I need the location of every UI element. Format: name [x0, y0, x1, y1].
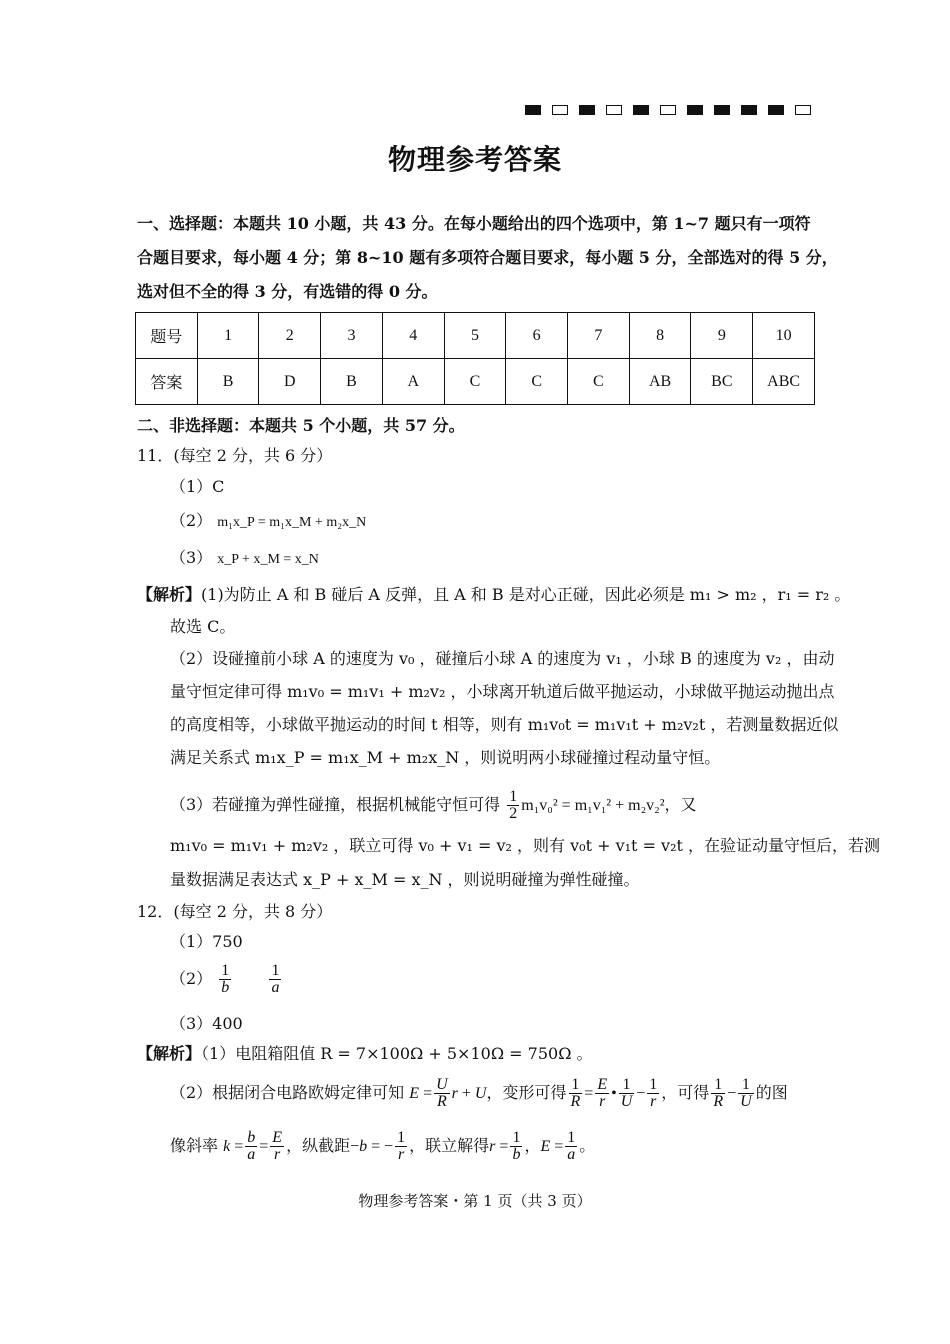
- section1-line3: 选对但不全的得 3 分，有选错的得 0 分。: [137, 282, 438, 301]
- filled-square-mark: [579, 105, 595, 115]
- table-cell: 5: [444, 313, 506, 359]
- q12-analysis-2b-tail: 。: [579, 1136, 596, 1155]
- page-footer: 物理参考答案・第 1 页（共 3 页）: [358, 1192, 592, 1210]
- table-cell: 4: [382, 313, 444, 359]
- q12-heading: 12．(每空 2 分，共 8 分）: [137, 902, 333, 921]
- page-title: 物理参考答案: [387, 143, 562, 176]
- fraction-1-over-b: $\frac{1}{b}$: [221, 962, 230, 996]
- filled-square-mark: [741, 105, 757, 115]
- table-cell: 7: [568, 313, 630, 359]
- table-row-answers: [136, 359, 815, 405]
- q12-analysis-1: [137, 1043, 817, 1065]
- q11-answer-1: （1）C: [170, 477, 225, 496]
- q11-answer-3-label: （3）: [170, 548, 213, 567]
- empty-square-mark: [660, 105, 676, 115]
- table-cell: AB: [629, 359, 691, 405]
- q12-answer-3: （3）400: [170, 1014, 243, 1033]
- q11-analysis-1b: 故选 C。: [170, 617, 236, 636]
- q11-answer-2-expr: m₁x_P = m₁x_M + m₂x_N: [217, 515, 367, 530]
- q11-answer-3-expr: x_P + x_M = x_N: [217, 552, 319, 567]
- filled-square-mark: [714, 105, 730, 115]
- table-cell: 8: [629, 313, 691, 359]
- q11-heading: 11．(每空 2 分，共 6 分）: [137, 446, 333, 465]
- table-header-number: 题号: [136, 313, 198, 359]
- table-cell: 1: [197, 313, 259, 359]
- table-cell: D: [259, 359, 321, 405]
- table-cell: 3: [321, 313, 383, 359]
- q11-analysis-3a: [170, 788, 815, 823]
- q11-answer-2-label: （2）: [170, 511, 213, 530]
- table-row-numbers: [136, 313, 815, 359]
- table-cell: 9: [691, 313, 753, 359]
- filled-square-mark: [687, 105, 703, 115]
- q11-analysis-1-text: (1)为防止 A 和 B 碰后 A 反弹，且 A 和 B 是对心正碰，因此必须是 m₁ > m₂ ，r₁ = r₂ 。: [201, 585, 851, 604]
- q11-analysis-3a-expr: m₁v₀² = m₁v₁² + m₂v₂²: [521, 797, 665, 814]
- section2-heading: 二、非选择题：本题共 5 个小题，共 57 分。: [137, 416, 465, 435]
- table-cell: C: [568, 359, 630, 405]
- filled-square-mark: [633, 105, 649, 115]
- q12-analysis-2b: 像斜率 k = $\frac{b}{a}$ = $\frac{E}{r}$ ，纵截距−b = − $\frac{1}{r}$ ，联立解得r = $\frac{1}{b}$ ，E = $\frac{1}{a}$ 。: [170, 1129, 596, 1163]
- header-marks: [525, 105, 811, 115]
- table-cell: B: [197, 359, 259, 405]
- table-cell: C: [506, 359, 568, 405]
- q12-answer-1: （1）750: [170, 932, 243, 951]
- analysis-label: 【解析】: [137, 1044, 202, 1063]
- table-cell: B: [321, 359, 383, 405]
- q11-analysis-3a-text: （3）若碰撞为弹性碰撞，根据机械能守恒可得: [170, 795, 501, 814]
- q11-analysis-2b: 量守恒定律可得 m₁v₀ = m₁v₁ + m₂v₂ ，小球离开轨道后做平抛运动，小球做平抛运动抛出点: [170, 682, 835, 701]
- q12-answer-2-label: （2）: [170, 969, 213, 988]
- section1-line2: 合题目要求，每小题 4 分；第 8~10 题有多项符合题目要求，每小题 5 分，全部选对的得 5 分，: [137, 248, 838, 267]
- table-header-answer: 答案: [136, 359, 198, 405]
- table-cell: BC: [691, 359, 753, 405]
- q12-analysis-2a: （2）根据闭合电路欧姆定律可知 E = $\frac{U}{R}$ r + U，变形可得 $\frac{1}{R}$ = $\frac{E}{r}$ • $\frac{1}{U}$ − $\frac{1}{r}$ ，可得 $\frac{1}{R}$ − $\frac{1}{U}$ 的图: [170, 1076, 788, 1110]
- q12-analysis-2a-tail: 的图: [755, 1083, 788, 1102]
- q12-analysis-2b-mid2: ，联立解得: [409, 1136, 490, 1155]
- table-cell: ABC: [753, 359, 815, 405]
- q12-analysis-2b-mid: ，纵截距: [286, 1136, 351, 1155]
- table-cell: 10: [753, 313, 815, 359]
- table-cell: C: [444, 359, 506, 405]
- q11-answer-3: [170, 547, 815, 571]
- table-cell: 6: [506, 313, 568, 359]
- q11-analysis-2d: 满足关系式 m₁x_P = m₁x_M + m₂x_N ，则说明两小球碰撞过程动量守恒。: [170, 748, 721, 767]
- q11-analysis-2c: 的高度相等，小球做平抛运动的时间 t 相等，则有 m₁v₀t = m₁v₁t + m₂v₂t ，若测量数据近似: [170, 715, 839, 734]
- q12-analysis-2a-mid2: ，可得: [661, 1083, 710, 1102]
- fraction-1-over-a: $\frac{1}{a}$: [271, 962, 280, 996]
- empty-square-mark: [606, 105, 622, 115]
- q11-answer-2: [170, 510, 815, 534]
- q11-analysis-1: [137, 584, 851, 606]
- q11-analysis-2a: （2）设碰撞前小球 A 的速度为 v₀ ，碰撞后小球 A 的速度为 v₁ ，小球 B 的速度为 v₂ ，由动: [170, 649, 835, 668]
- table-cell: A: [382, 359, 444, 405]
- section1-line1: 一、选择题：本题共 10 小题，共 43 分。在每小题给出的四个选项中，第 1~7 题只有一项符: [137, 214, 811, 233]
- q12-analysis-2b-head: 像斜率: [170, 1136, 219, 1155]
- analysis-label: 【解析】: [137, 585, 202, 604]
- q11-analysis-3c: 量数据满足表达式 x_P + x_M = x_N ，则说明碰撞为弹性碰撞。: [170, 870, 640, 889]
- q11-analysis-3b: m₁v₀ = m₁v₁ + m₂v₂ ，联立可得 v₀ + v₁ = v₂ ，则有 v₀t + v₁t = v₂t ，在验证动量守恒后，若测: [170, 836, 881, 855]
- q12-answer-2: [170, 962, 815, 996]
- answer-table: [135, 312, 815, 405]
- table-cell: 2: [259, 313, 321, 359]
- q11-analysis-3a-tail: ，又: [664, 795, 697, 814]
- empty-square-mark: [795, 105, 811, 115]
- filled-square-mark: [525, 105, 541, 115]
- empty-square-mark: [552, 105, 568, 115]
- q12-analysis-2a-head: （2）根据闭合电路欧姆定律可知: [170, 1083, 405, 1102]
- fraction-half: $\frac{1}{2}$: [509, 788, 518, 822]
- q12-analysis-1-text: （1）电阻箱阻值 R = 7×100Ω + 5×10Ω = 750Ω 。: [201, 1044, 593, 1063]
- q12-analysis-2a-mid: ，变形可得: [486, 1083, 567, 1102]
- filled-square-mark: [768, 105, 784, 115]
